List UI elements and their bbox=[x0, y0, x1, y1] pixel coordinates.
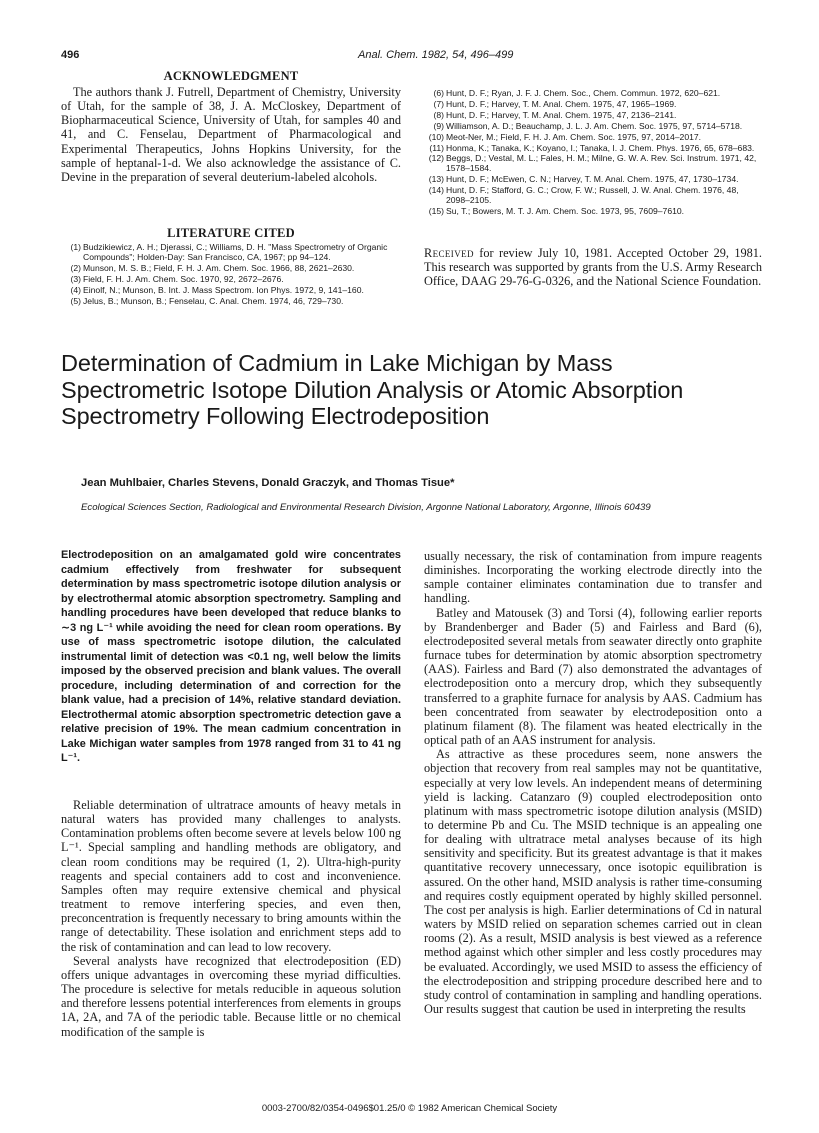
reference-item bbox=[424, 207, 762, 217]
reference-text: Munson, M. S. B.; Field, F. H. J. Am. Chem. Soc. 1966, 88, 2621–2630. bbox=[83, 262, 355, 273]
reference-list-right-container bbox=[424, 89, 762, 218]
copyright-footer: 0003-2700/82/0354-0496$01.25/0 © 1982 American Chemical Society bbox=[261, 1103, 558, 1114]
body-paragraph: usually necessary, the risk of contamination from impure reagents diminishes. Incorporating the working electrode directly into the sample container eliminates contamination due to transfer and handling. bbox=[424, 549, 762, 606]
reference-number: (13) bbox=[428, 174, 444, 185]
reference-number: (15) bbox=[428, 205, 444, 216]
reference-number: (1) bbox=[70, 242, 81, 252]
received-note bbox=[424, 246, 762, 288]
body-column-right bbox=[424, 549, 762, 1016]
body-paragraph: As attractive as these procedures seem, none answers the objection that recovery from real samples may not be quantitative, especially at very low levels. An independent means of determining yield is lacking. Catanzaro (9) coupled electrodeposition onto platinum with mass spectrometric isotope dilution analysis (MSID) to determine Pb and Cu. The MSID technique is an appealing one for dealing with ultratrace metal analyses because of its high sensitivity and specificity. But its greatest advantage is that it makes quantitative recovery unnecessary, once isotopic equilibration is assured. On the other hand, MSID analysis is rather time-consuming and requires costly equipment operated by highly skilled personnel. The cost per analysis is high. Earlier determinations of Cd in natural waters by MSID relied on separation schemes carried out in clean rooms (2). As a result, MSID analysis is best viewed as a reference method against which other simpler and less costly procedures may be evaluated. Accordingly, we used MSID to assess the efficiency of the electrodeposition and stripping procedure described here and to study control of contamination in sampling and handling operations. Our results suggest that caution be used in interpreting the results bbox=[424, 747, 762, 1016]
received-label: Received bbox=[424, 246, 474, 260]
reference-item bbox=[424, 122, 762, 132]
reference-number: (5) bbox=[70, 295, 81, 306]
reference-text: Hunt, D. F.; Harvey, T. M. Anal. Chem. 1975, 47, 2136–2141. bbox=[446, 109, 677, 120]
reference-item bbox=[424, 154, 762, 174]
reference-number: (11) bbox=[429, 142, 444, 153]
reference-number: (4) bbox=[70, 284, 81, 295]
body-paragraph: Several analysts have recognized that electrodeposition (ED) offers unique advantages in overcoming these myriad difficulties. The procedure is selective for metals reducible in aqueous solution and therefore lessens potential interferences from elements in groups 1A, 2A, and 7A of the periodic table. Because little or no chemical modification of the sample is bbox=[61, 953, 401, 1039]
reference-text: Su, T.; Bowers, M. T. J. Am. Chem. Soc. 1973, 95, 7609–7610. bbox=[446, 205, 685, 216]
reference-list-left bbox=[61, 243, 401, 306]
body-text-left bbox=[61, 798, 401, 1039]
article-title: Determination of Cadmium in Lake Michigan by Mass Spectrometric Isotope Dilution Analysis or Atomic Absorption Spectrometry Following Electrodeposition bbox=[61, 350, 684, 429]
reference-text: Hunt, D. F.; Stafford, G. C.; Crow, F. W.; Russell, J. W. Anal. Chem. 1976, 48, 2098–2105. bbox=[446, 185, 739, 206]
reference-item bbox=[61, 297, 401, 307]
reference-item bbox=[424, 175, 762, 185]
reference-text: Meot-Ner, M.; Field, F. H. J. Am. Chem. Soc. 1975, 97, 2014–2017. bbox=[446, 131, 702, 142]
reference-item bbox=[61, 243, 401, 263]
reference-number: (3) bbox=[70, 273, 81, 284]
reference-text: Budzikiewicz, A. H.; Djerassi, C.; Williams, D. H. "Mass Spectrometry of Organic Compounds"; Holden-Day: San Francisco, CA, 1967; pp 94–124. bbox=[83, 242, 388, 262]
article-authors: Jean Muhlbaier, Charles Stevens, Donald Graczyk, and Thomas Tisue* bbox=[81, 477, 455, 489]
reference-number: (9) bbox=[433, 120, 444, 131]
page-number: 496 bbox=[61, 49, 80, 61]
reference-text: Hunt, D. F.; McEwen, C. N.; Harvey, T. M. Anal. Chem. 1975, 47, 1730–1734. bbox=[446, 174, 739, 185]
reference-item bbox=[61, 286, 401, 296]
acknowledgment-heading: ACKNOWLEDGMENT bbox=[163, 69, 299, 83]
received-paragraph bbox=[424, 246, 762, 288]
acknowledgment-section bbox=[61, 69, 401, 184]
reference-item bbox=[61, 264, 401, 274]
reference-item bbox=[424, 111, 762, 121]
reference-number: (8) bbox=[433, 109, 444, 120]
received-body: for review July 10, 1981. Accepted October 29, 1981. This research was supported by grants from the U.S. Army Research Office, DAAG 29-76-G-0326, and the National Science Foundation. bbox=[424, 246, 762, 289]
reference-item bbox=[61, 275, 401, 285]
reference-number: (12) bbox=[428, 153, 444, 164]
running-head bbox=[61, 49, 761, 65]
reference-item bbox=[424, 89, 762, 99]
body-paragraph: Reliable determination of ultratrace amounts of heavy metals in natural waters has provided many challenges to analysts. Contamination problems often become severe at levels below 100 ng L⁻¹. Special sampling and handling methods are obligatory, and clean room conditions may be required (1, 2). Ultra-high-purity reagents and special containers add to cost and inconvenience. Samples often may require extensive chemical and physical treatment to remove interfering species, and even then, preconcentration is frequently necessary to bring amounts within the range of detectability. These isolation and enrichment steps add to the risk of contamination and can lead to low recovery. bbox=[61, 798, 401, 954]
reference-text: Hunt, D. F.; Ryan, J. F. J. Chem. Soc., Chem. Commun. 1972, 620–621. bbox=[446, 88, 721, 98]
article-abstract: Electrodeposition on an amalgamated gold wire concentrates cadmium effectively from freshwater for subsequent determination by mass spectrometric isotope dilution analysis or by electrothermal atomic absorption spectrometry. Sampling and handling procedures have been developed that reduce blanks to ∼3 ng L⁻¹ while avoiding the need for clean room operations. By use of mass spectrometric isotope dilution, the calculated instrumental limit of detection was <0.1 ng, well below the limits imposed by the observed precision and blank values. The overall procedure, including determination of and correction for the blank value, had a precision of 14%, relative standard deviation. Electrothermal atomic absorption spectrometric detection gave a relative precision of 19%. The mean cadmium concentration in Lake Michigan water samples from 1978 ranged from 31 to 41 ng L⁻¹. bbox=[61, 549, 401, 764]
reference-item bbox=[424, 133, 762, 143]
reference-text: Beggs, D.; Vestal, M. L.; Fales, H. M.; Milne, G. W. A. Rev. Sci. Instrum. 1971, 42, 1578–1584. bbox=[446, 153, 757, 174]
reference-number: (7) bbox=[433, 98, 444, 109]
acknowledgment-text bbox=[61, 85, 401, 184]
reference-text: Jelus, B.; Munson, B.; Fenselau, C. Anal. Chem. 1974, 46, 729–730. bbox=[83, 295, 344, 306]
reference-list-right bbox=[424, 89, 762, 217]
article-affiliation: Ecological Sciences Section, Radiological and Environmental Research Division, Argonne National Laboratory, Argonne, Illinois 60439 bbox=[81, 502, 651, 513]
reference-text: Einolf, N.; Munson, B. Int. J. Mass Spectrom. Ion Phys. 1972, 9, 141–160. bbox=[83, 284, 364, 295]
reference-item bbox=[424, 144, 762, 154]
reference-number: (14) bbox=[428, 185, 444, 196]
body-paragraph: Batley and Matousek (3) and Torsi (4), following earlier reports by Brandenberger and Bader (5) and Fairless and Bard (6), electrodeposited several metals from seawater directly onto graphite furnace tubes for determination by atomic absorption spectrometry (AAS). Fairless and Bard (7) also demonstrated the advantages of electrodeposition onto a mercury drop, which they subsequently transferred to a graphite furnace for analysis by AAS. Cadmium has been concentrated from seawater by electrodeposition onto a platinum filament (8). The filament was heated electrically in the optical path of an AAS instrument for analysis. bbox=[424, 605, 762, 748]
acknowledgment-paragraph: The authors thank J. Futrell, Department of Chemistry, University of Utah, for the sample of 38, J. A. McCloskey, Department of Biopharmaceutical Science, University of Utah, for samples 40 and 41, and C. Fenselau, Department of Pharmacological and Experimental Therapeutics, Johns Hopkins University, for the sample of heptanal-1-d. We also acknowledge the assistance of C. Devine in the preparation of several deuterium-labeled alcohols. bbox=[61, 85, 401, 184]
reference-text: Hunt, D. F.; Harvey, T. M. Anal. Chem. 1975, 47, 1965–1969. bbox=[446, 98, 677, 109]
reference-number: (2) bbox=[70, 262, 81, 273]
literature-cited-section bbox=[61, 226, 401, 307]
reference-item bbox=[424, 100, 762, 110]
body-text-right bbox=[424, 549, 762, 1016]
reference-number: (10) bbox=[428, 131, 444, 142]
reference-text: Honma, K.; Tanaka, K.; Koyano, I.; Tanaka, I. J. Chem. Phys. 1976, 65, 678–683. bbox=[446, 142, 755, 153]
reference-number: (6) bbox=[433, 88, 444, 98]
reference-text: Williamson, A. D.; Beauchamp, J. L. J. Am. Chem. Soc. 1975, 97, 5714–5718. bbox=[446, 120, 743, 131]
reference-item bbox=[424, 186, 762, 206]
journal-citation: Anal. Chem. 1982, 54, 496–499 bbox=[358, 49, 514, 61]
reference-text: Field, F. H. J. Am. Chem. Soc. 1970, 92, 2672–2676. bbox=[83, 273, 284, 284]
literature-cited-heading: LITERATURE CITED bbox=[167, 226, 295, 240]
body-column-left bbox=[61, 798, 401, 1039]
received-text bbox=[424, 246, 762, 288]
